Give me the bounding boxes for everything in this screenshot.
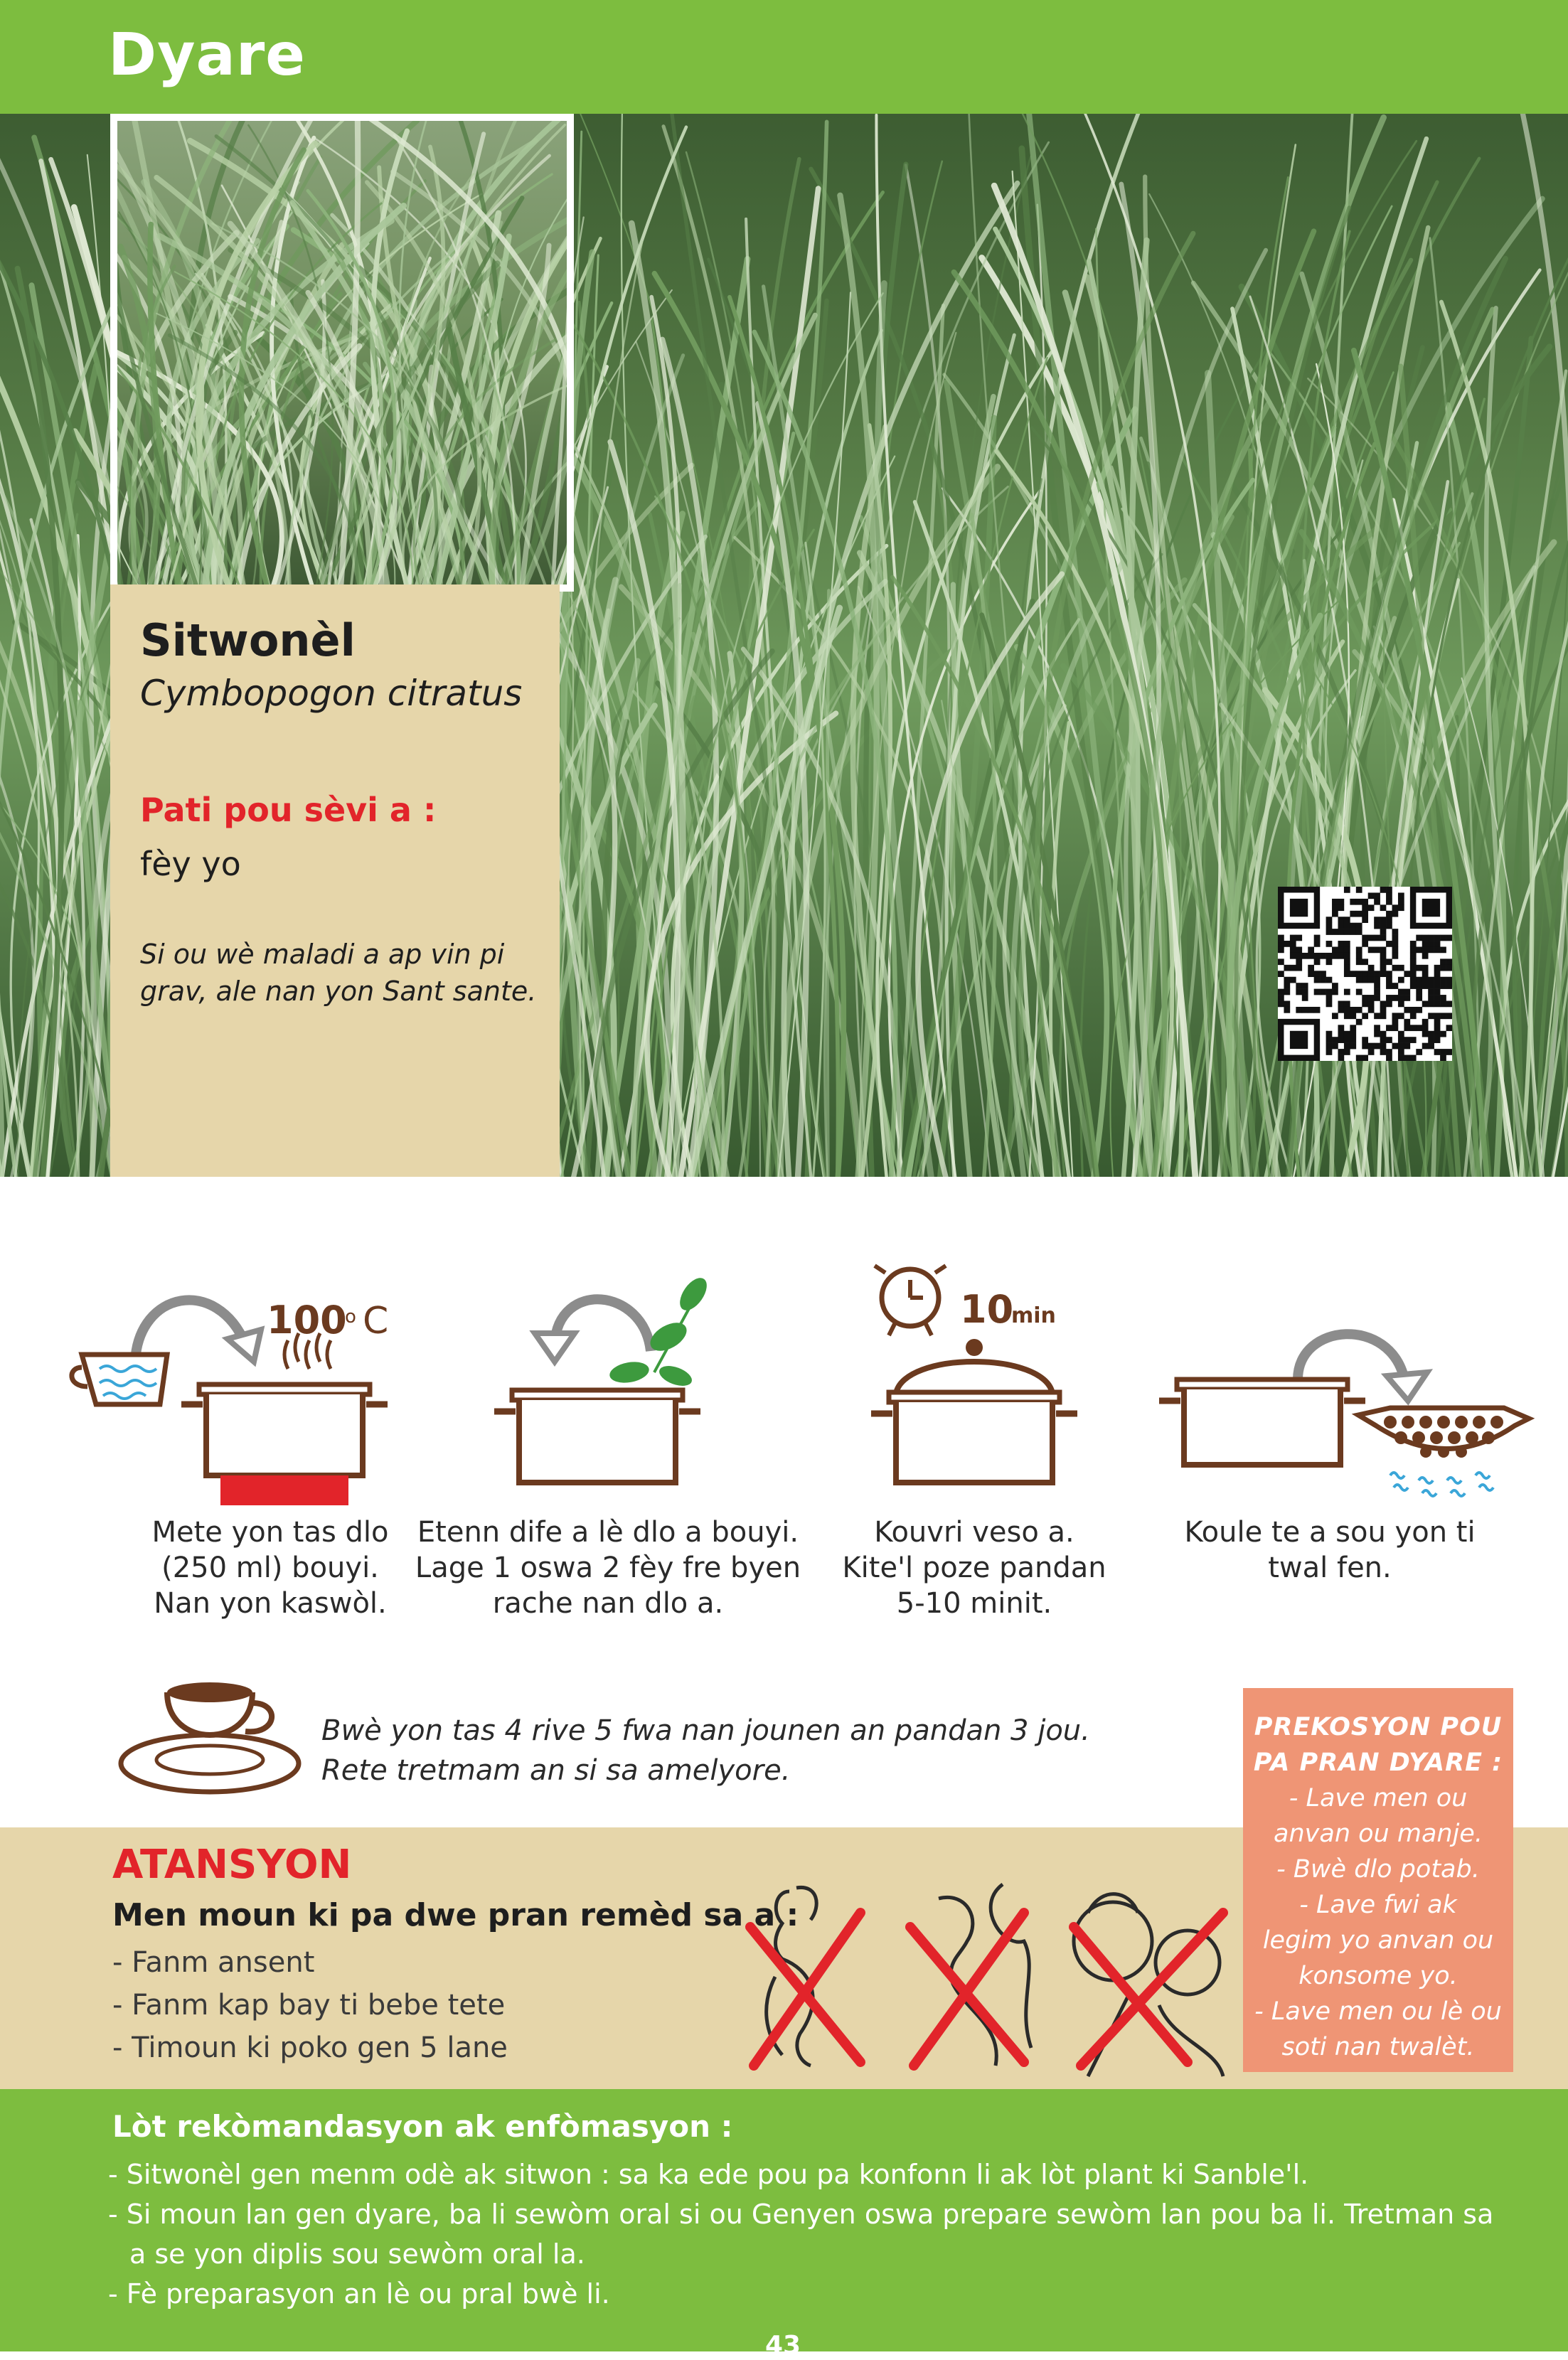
contraindication-pictograms bbox=[732, 1863, 1244, 2083]
steep-icon bbox=[860, 1251, 1088, 1500]
add-leaves-icon bbox=[491, 1266, 725, 1493]
precautions-title: PREKOSYON POU PA PRAN DYARE : bbox=[1253, 1713, 1503, 1777]
list-item: - Fanm kap bay ti bebe tete bbox=[112, 1989, 506, 2022]
dosage-instructions: Bwè yon tas 4 rive 5 fwa nan jounen an pandan 3 jou. Rete tretmam an si sa amelyore. bbox=[321, 1714, 1090, 1787]
list-item: - Fè preparasyon an lè ou pral bwè li. bbox=[108, 2278, 610, 2310]
cup-icon bbox=[72, 1355, 167, 1404]
svg-text:C: C bbox=[363, 1300, 389, 1342]
precautions-list: - Lave men ou anvan ou manje. - Bwè dlo potab. - Lave fwi ak legim yo anvan ou konsome yo. - Lave men ou lè ou soti nan twalèt. bbox=[1254, 1784, 1502, 2061]
plant-name: Sitwonèl bbox=[140, 614, 356, 666]
attention-subtitle: Men moun ki pa dwe pran remèd sa a : bbox=[112, 1897, 799, 1933]
page-number: 43 bbox=[765, 2331, 801, 2360]
attention-title: ATANSYON bbox=[112, 1842, 352, 1888]
pot-icon bbox=[1159, 1379, 1365, 1465]
health-advice: Si ou wè maladi a ap vin pi grav, ale nan yon Sant sante. bbox=[140, 939, 537, 1007]
timer-icon bbox=[875, 1266, 946, 1335]
list-item: - Si moun lan gen dyare, ba li sewòm oral si ou Genyen oswa prepare sewòm lan pou ba li. Tretman sa a se yon diplis sou sewòm oral la. bbox=[108, 2199, 1494, 2270]
recommendations-list bbox=[108, 2155, 1516, 2314]
strain-icon bbox=[1156, 1294, 1540, 1507]
lemongrass-inset-photo bbox=[110, 114, 574, 592]
step-1-text: Mete yon tas dlo (250 ml) bouyi. Nan yon kaswòl. bbox=[151, 1516, 389, 1620]
parts-used-heading: Pati pou sèvi a : bbox=[140, 791, 437, 829]
boil-water-icon bbox=[68, 1262, 409, 1511]
qr-code-icon[interactable] bbox=[1278, 887, 1452, 1061]
step-3-text: Kouvri veso a. Kite'l poze pandan 5-10 minit. bbox=[842, 1516, 1106, 1620]
svg-text:min: min bbox=[1011, 1303, 1056, 1328]
recommendations-section bbox=[0, 2089, 1568, 2351]
svg-text:o: o bbox=[345, 1306, 356, 1328]
covered-pot-icon bbox=[871, 1339, 1077, 1483]
step-2-text: Etenn dife a lè dlo a bouyi. Lage 1 oswa 2 fèy fre byen rache nan dlo a. bbox=[415, 1516, 801, 1620]
pot-icon bbox=[181, 1384, 388, 1505]
contraindication-list bbox=[112, 1941, 508, 2069]
list-item: - Sitwonèl gen menm odè ak sitwon : sa ka ede pou pa konfonn li ak lòt plant ki Sanble'l. bbox=[108, 2159, 1309, 2190]
leaves-icon bbox=[608, 1274, 712, 1390]
parts-used-value: fèy yo bbox=[140, 845, 241, 883]
list-item: - Timoun ki poko gen 5 lane bbox=[112, 2031, 508, 2064]
temperature-label: 100 bbox=[267, 1298, 347, 1342]
time-label: 10 bbox=[960, 1287, 1014, 1332]
plant-info-panel bbox=[110, 584, 560, 1177]
teacup-icon bbox=[114, 1671, 306, 1799]
precautions-box bbox=[1243, 1688, 1513, 2072]
page-title: Dyare bbox=[108, 21, 306, 89]
recommendations-title: Lòt rekòmandasyon ak enfòmasyon : bbox=[112, 2109, 733, 2144]
step-4-text: Koule te a sou yon ti twal fen. bbox=[1184, 1516, 1476, 1584]
list-item: - Fanm ansent bbox=[112, 1946, 315, 1979]
cross-icon bbox=[750, 1913, 860, 2066]
page-header bbox=[0, 0, 1568, 114]
plant-scientific-name: Cymbopogon citratus bbox=[140, 673, 523, 714]
strainer-icon bbox=[1358, 1408, 1529, 1496]
pot-icon bbox=[494, 1390, 700, 1483]
